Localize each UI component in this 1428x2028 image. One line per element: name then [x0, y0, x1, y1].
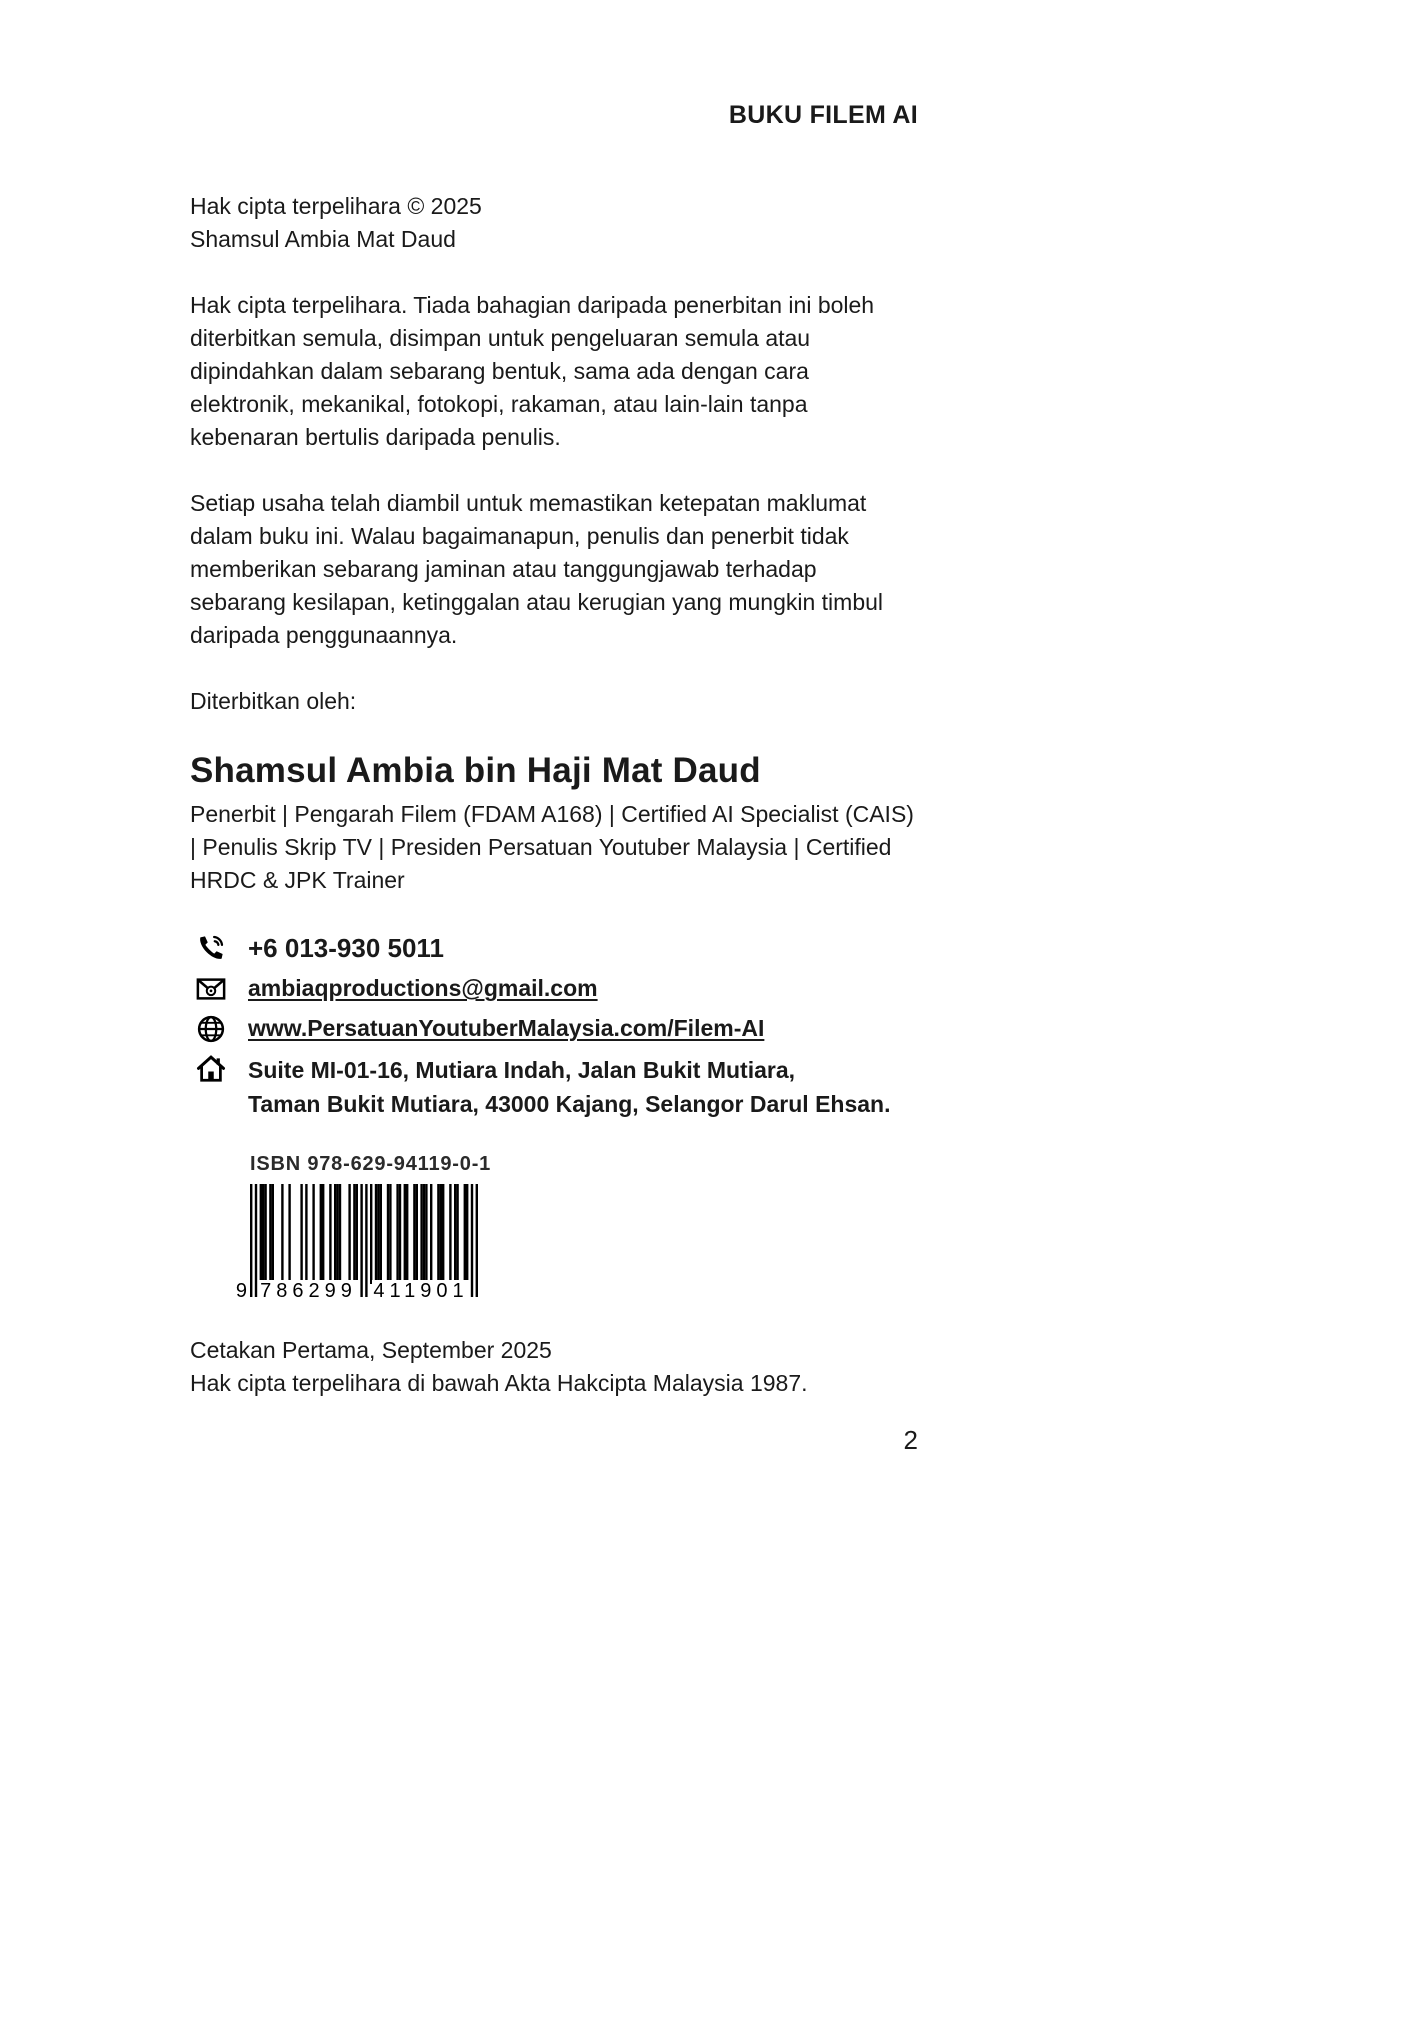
address-line-1: Suite MI-01-16, Mutiara Indah, Jalan Bukit Mutiara,	[248, 1057, 796, 1083]
contact-row-phone	[190, 932, 918, 964]
contact-row-email	[190, 973, 918, 1004]
copyright-line: Hak cipta terpelihara © 2025	[190, 193, 482, 219]
phone-number: +6 013-930 5011	[248, 933, 444, 963]
copyright-notice-paragraph: Hak cipta terpelihara. Tiada bahagian daripada penerbitan ini boleh diterbitkan semula, disimpan untuk pengeluaran semula atau dipindahkan dalam sebarang bentuk, sama ada dengan cara elektronik, mekanikal, fotokopi, rakaman, atau lain-lain tanpa kebenaran bertulis daripada penulis.	[190, 292, 875, 450]
disclaimer-paragraph: Setiap usaha telah diambil untuk memastikan ketepatan maklumat dalam buku ini. Walau bagaimanapun, penulis dan penerbit tidak memberikan sebarang jaminan atau tanggungjawab terhadap sebarang kesilapan, ketinggalan atau kerugian yang mungkin timbul daripada penggunaannya.	[190, 490, 884, 648]
website-link[interactable]: www.PersatuanYoutuberMalaysia.com/Filem-AI	[248, 1015, 765, 1041]
published-by-label: Diterbitkan oleh:	[190, 688, 357, 714]
barcode-digit-group: 786299	[260, 1280, 357, 1302]
isbn-block	[232, 1153, 918, 1304]
text-column	[190, 0, 918, 1400]
barcode-digit-group: 9	[235, 1280, 247, 1302]
publisher-credentials: Penerbit | Pengarah Filem (FDAM A168) | Certified AI Specialist (CAIS) | Penulis Skrip TV | Presiden Persatuan Youtuber Malaysia | Certified HRDC & JPK Trainer	[190, 801, 914, 893]
publisher-address	[248, 1053, 890, 1121]
globe-icon	[196, 1014, 226, 1044]
address-line-2: Taman Bukit Mutiara, 43000 Kajang, Selangor Darul Ehsan.	[248, 1091, 891, 1117]
printing-edition: Cetakan Pertama, September 2025	[190, 1337, 552, 1363]
barcode-digit-group: 411901	[373, 1280, 469, 1302]
isbn-barcode	[235, 1184, 478, 1304]
publisher-name: Shamsul Ambia bin Haji Mat Daud	[190, 751, 761, 790]
page-number: 2	[903, 1425, 918, 1455]
running-header: BUKU FILEM AI	[728, 101, 918, 129]
home-icon	[196, 1054, 226, 1084]
printing-block	[190, 1334, 918, 1400]
phone-icon	[196, 933, 226, 963]
contact-row-website	[190, 1013, 918, 1044]
copyright-block	[190, 190, 918, 256]
contact-list	[190, 932, 918, 1121]
isbn-label: ISBN 978-629-94119-0-1	[250, 1153, 492, 1175]
printing-copyright-act: Hak cipta terpelihara di bawah Akta Hakcipta Malaysia 1987.	[190, 1370, 808, 1396]
email-icon	[196, 974, 226, 1004]
contact-row-address	[190, 1053, 918, 1121]
email-link[interactable]: ambiaqproductions@gmail.com	[248, 975, 598, 1001]
copyright-author: Shamsul Ambia Mat Daud	[190, 226, 456, 252]
